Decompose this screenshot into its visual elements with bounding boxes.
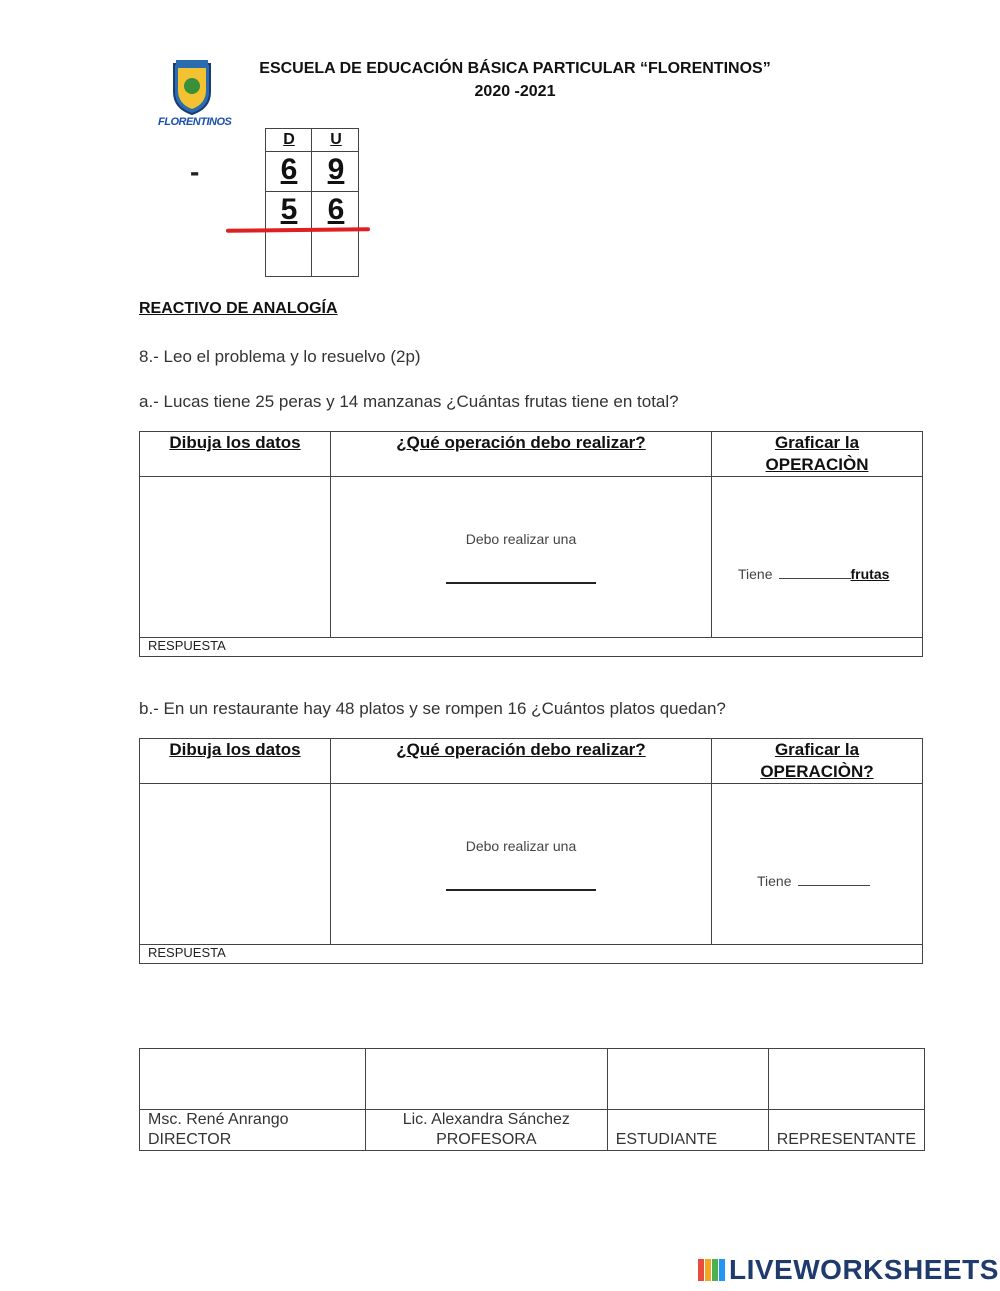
answer-tens-box[interactable] bbox=[268, 232, 310, 276]
problem-b-table bbox=[139, 738, 923, 964]
director-role: DIRECTOR bbox=[148, 1131, 232, 1148]
col-graph-line1: Graficar la bbox=[774, 433, 860, 452]
signature-box-teacher[interactable] bbox=[365, 1049, 607, 1110]
signature-student bbox=[607, 1110, 768, 1151]
brand-color-block-1 bbox=[698, 1259, 704, 1281]
teacher-role: PROFESORA bbox=[436, 1131, 537, 1148]
tiene-label: Tiene bbox=[757, 873, 792, 889]
col-draw-data: Dibuja los datos bbox=[140, 739, 331, 784]
question-instruction: 8.- Leo el problema y lo resuelvo (2p) bbox=[139, 347, 421, 366]
minuend-tens: 6 bbox=[280, 153, 298, 186]
unit-label: frutas bbox=[850, 566, 890, 582]
respuesta-row[interactable]: RESPUESTA bbox=[140, 945, 923, 964]
graph-area bbox=[712, 477, 923, 638]
liveworksheets-logo bbox=[698, 1254, 999, 1286]
operation-prompt: Debo realizar una bbox=[465, 838, 577, 854]
operation-prompt: Debo realizar una bbox=[465, 531, 577, 547]
respuesta-row[interactable]: RESPUESTA bbox=[140, 638, 923, 657]
brand-color-block-2 bbox=[705, 1259, 711, 1281]
operation-blank[interactable] bbox=[446, 889, 596, 891]
draw-area[interactable] bbox=[140, 477, 331, 638]
signature-box-student[interactable] bbox=[607, 1049, 768, 1110]
signature-box-parent[interactable] bbox=[768, 1049, 924, 1110]
col-graph bbox=[712, 432, 923, 477]
brand-text: LIVEWORKSHEETS bbox=[729, 1254, 999, 1285]
section-title: REACTIVO DE ANALOGÍA bbox=[139, 300, 338, 317]
col-graph-line2: OPERACIÒN bbox=[765, 455, 869, 474]
problem-a-text: a.- Lucas tiene 25 peras y 14 manzanas ¿Cuántas frutas tiene en total? bbox=[139, 392, 679, 411]
school-name: ESCUELA DE EDUCACIÓN BÁSICA PARTICULAR “FLORENTINOS” bbox=[259, 60, 771, 77]
school-logo bbox=[158, 58, 232, 138]
col-graph-line1: Graficar la bbox=[774, 740, 860, 759]
minus-sign: - bbox=[190, 156, 200, 187]
col-graph bbox=[712, 739, 923, 784]
signature-director bbox=[140, 1110, 366, 1151]
draw-area[interactable] bbox=[140, 784, 331, 945]
signature-parent bbox=[768, 1110, 924, 1151]
place-value-grid bbox=[265, 128, 359, 277]
logo-wordmark: FLORENTINOS bbox=[158, 116, 232, 128]
tens-header: D bbox=[283, 131, 295, 148]
graph-area bbox=[712, 784, 923, 945]
student-role: ESTUDIANTE bbox=[615, 1131, 718, 1148]
result-blank[interactable] bbox=[779, 578, 851, 579]
tiene-label: Tiene bbox=[738, 566, 773, 582]
teacher-name: Lic. Alexandra Sánchez bbox=[402, 1111, 570, 1128]
brand-color-block-3 bbox=[712, 1259, 718, 1281]
subtrahend-tens: 5 bbox=[280, 193, 298, 226]
result-blank[interactable] bbox=[798, 885, 870, 886]
col-graph-line2: OPERACIÒN? bbox=[760, 762, 874, 781]
signature-table bbox=[139, 1048, 925, 1151]
answer-units-box[interactable] bbox=[314, 232, 356, 276]
signature-teacher bbox=[365, 1110, 607, 1151]
units-header: U bbox=[330, 131, 342, 148]
brand-color-block-4 bbox=[719, 1259, 725, 1281]
col-draw-data: Dibuja los datos bbox=[140, 432, 331, 477]
problem-b-text: b.- En un restaurante hay 48 platos y se rompen 16 ¿Cuántos platos quedan? bbox=[139, 699, 726, 718]
operation-area bbox=[331, 477, 712, 638]
school-year: 2020 -2021 bbox=[474, 83, 556, 100]
result-line bbox=[738, 566, 889, 582]
col-operation: ¿Qué operación debo realizar? bbox=[331, 432, 712, 477]
subtrahend-units: 6 bbox=[327, 193, 345, 226]
operation-area bbox=[331, 784, 712, 945]
problem-a-table bbox=[139, 431, 923, 657]
director-name: Msc. René Anrango bbox=[148, 1111, 289, 1128]
signature-box-director[interactable] bbox=[140, 1049, 366, 1110]
operation-blank[interactable] bbox=[446, 582, 596, 584]
col-operation: ¿Qué operación debo realizar? bbox=[331, 739, 712, 784]
parent-role: REPRESENTANTE bbox=[776, 1131, 916, 1148]
result-line bbox=[757, 873, 870, 889]
minuend-units: 9 bbox=[327, 153, 345, 186]
